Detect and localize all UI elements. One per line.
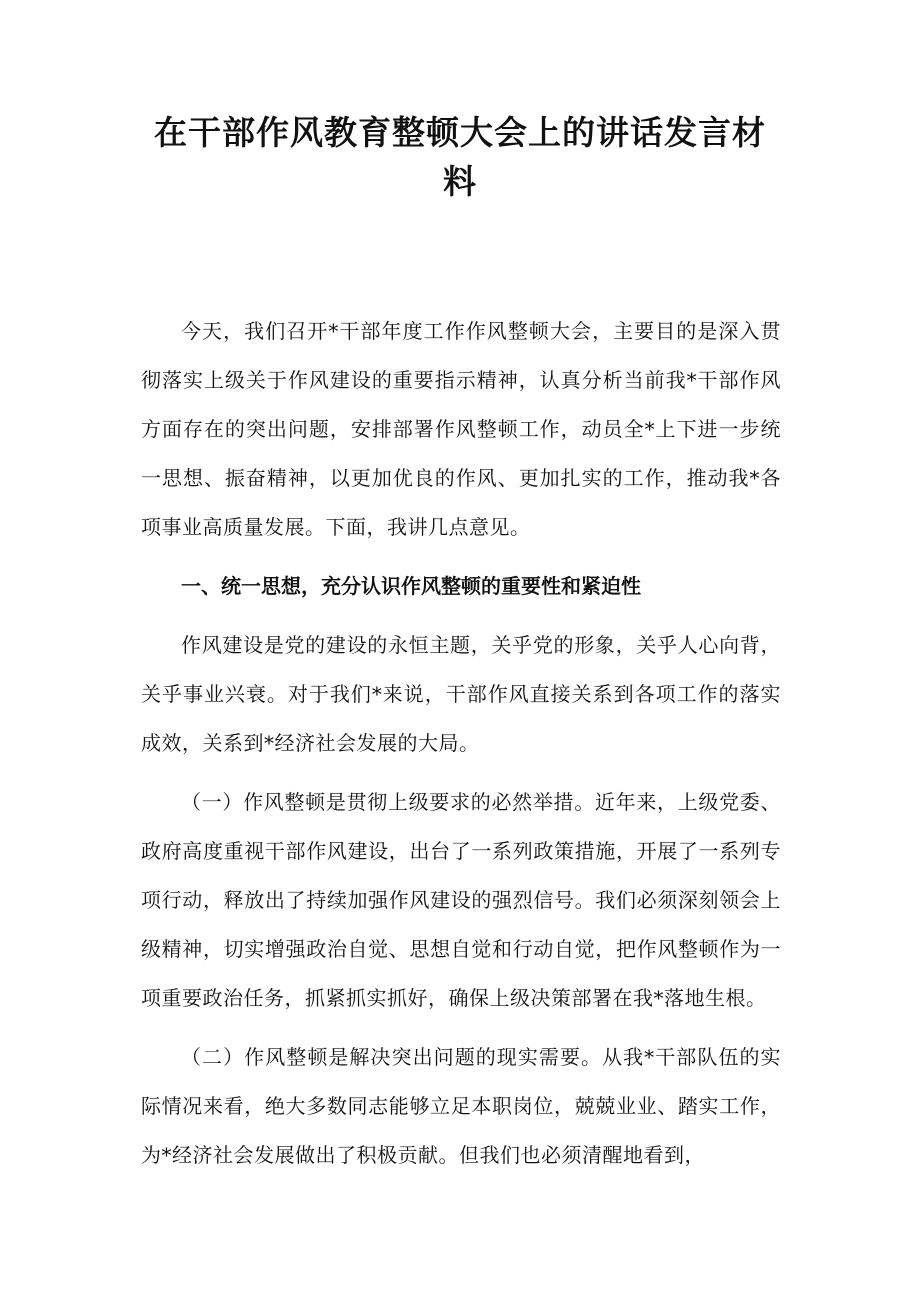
subsection-1-paragraph: （一）作风整顿是贯彻上级要求的必然举措。近年来，上级党委、政府高度重视干部作风建设，出台了一系列政策措施，开展了一系列专项行动，释放出了持续加强作风建设的强烈信号。我们必须深刻领会上级精神，切实增强政治自觉、思想自觉和行动自觉，把作风整顿作为一项重要政治任务，抓紧抓实抓好，确保上级决策部署在我*落地生根。 (141, 790, 781, 1010)
document-body (141, 307, 781, 1190)
section-1-paragraph: 作风建设是党的建设的永恒主题，关乎党的形象，关乎人心向背，关乎事业兴衰。对于我们*来说，干部作风直接关系到各项工作的落实成效，关系到*经济社会发展的大局。 (141, 633, 781, 755)
intro-paragraph: 今天，我们召开*干部年度工作作风整顿大会，主要目的是深入贯彻落实上级关于作风建设的重要指示精神，认真分析当前我*干部作风方面存在的突出问题，安排部署作风整顿工作，动员全*上下进一步统一思想、振奋精神，以更加优良的作风、更加扎实的工作，推动我*各项事业高质量发展。下面，我讲几点意见。 (141, 319, 781, 539)
document-title: 在干部作风教育整顿大会上的讲话发言材料 (154, 113, 766, 201)
subsection-2-paragraph: （二）作风整顿是解决突出问题的现实需要。从我*干部队伍的实际情况来看，绝大多数同志能够立足本职岗位，兢兢业业、踏实工作，为*经济社会发展做出了积极贡献。但我们也必须清醒地看到， (141, 1045, 781, 1167)
section-heading-1: 一、统一思想，充分认识作风整顿的重要性和紧迫性 (181, 574, 641, 598)
